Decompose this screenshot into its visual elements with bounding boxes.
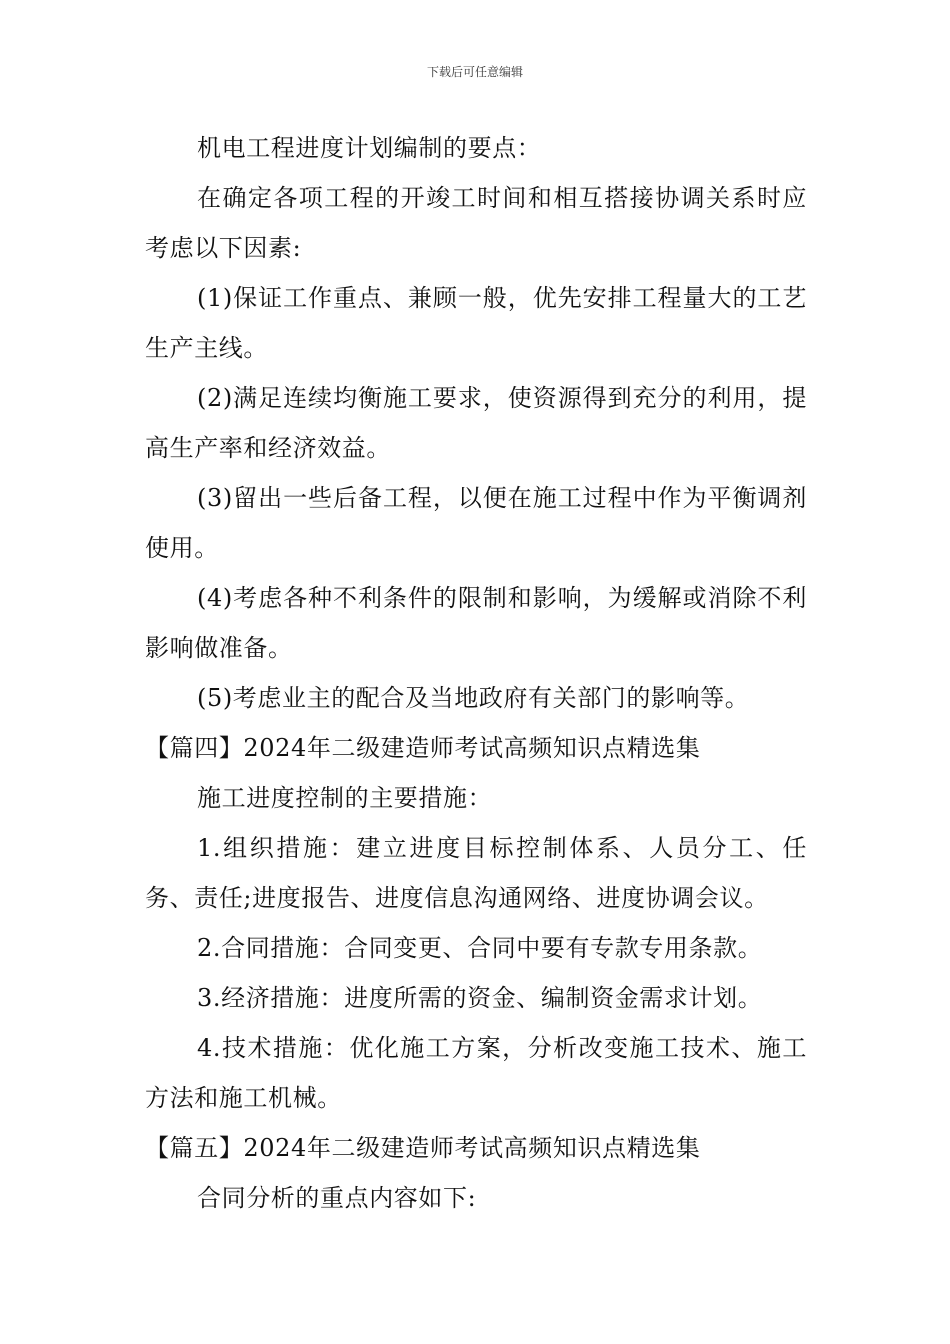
document-body [145,123,807,1223]
section-heading-5: 【篇五】2024年二级建造师考试高频知识点精选集 [145,1134,701,1162]
paragraph-factor-5: (5)考虑业主的配合及当地政府有关部门的影响等。 [197,684,750,712]
paragraph-measure-4: 4.技术措施：优化施工方案，分析改变施工技术、施工方法和施工机械。 [145,1034,807,1112]
paragraph-measure-1: 1.组织措施：建立进度目标控制体系、人员分工、任务、责任;进度报告、进度信息沟通网络、进度协调会议。 [145,834,807,912]
paragraph-factor-3: (3)留出一些后备工程，以便在施工过程中作为平衡调剂使用。 [145,484,807,562]
paragraph-contract-analysis: 合同分析的重点内容如下: [197,1184,477,1212]
paragraph-measures-title: 施工进度控制的主要措施： [197,784,493,812]
paragraph-intro-title: 机电工程进度计划编制的要点： [197,134,542,162]
paragraph-factor-2: (2)满足连续均衡施工要求，使资源得到充分的利用，提高生产率和经济效益。 [145,384,807,462]
paragraph-measure-2: 2.合同措施：合同变更、合同中要有专款专用条款。 [197,934,763,962]
paragraph-measure-3: 3.经济措施：进度所需的资金、编制资金需求计划。 [197,984,763,1012]
paragraph-factor-1: (1)保证工作重点、兼顾一般，优先安排工程量大的工艺生产主线。 [145,284,807,362]
paragraph-factor-4: (4)考虑各种不利条件的限制和影响，为缓解或消除不利影响做准备。 [145,584,807,662]
paragraph-factors-intro: 在确定各项工程的开竣工时间和相互搭接协调关系时应考虑以下因素: [145,184,807,262]
section-heading-4: 【篇四】2024年二级建造师考试高频知识点精选集 [145,734,701,762]
page-header: 下载后可任意编辑 [426,65,523,79]
